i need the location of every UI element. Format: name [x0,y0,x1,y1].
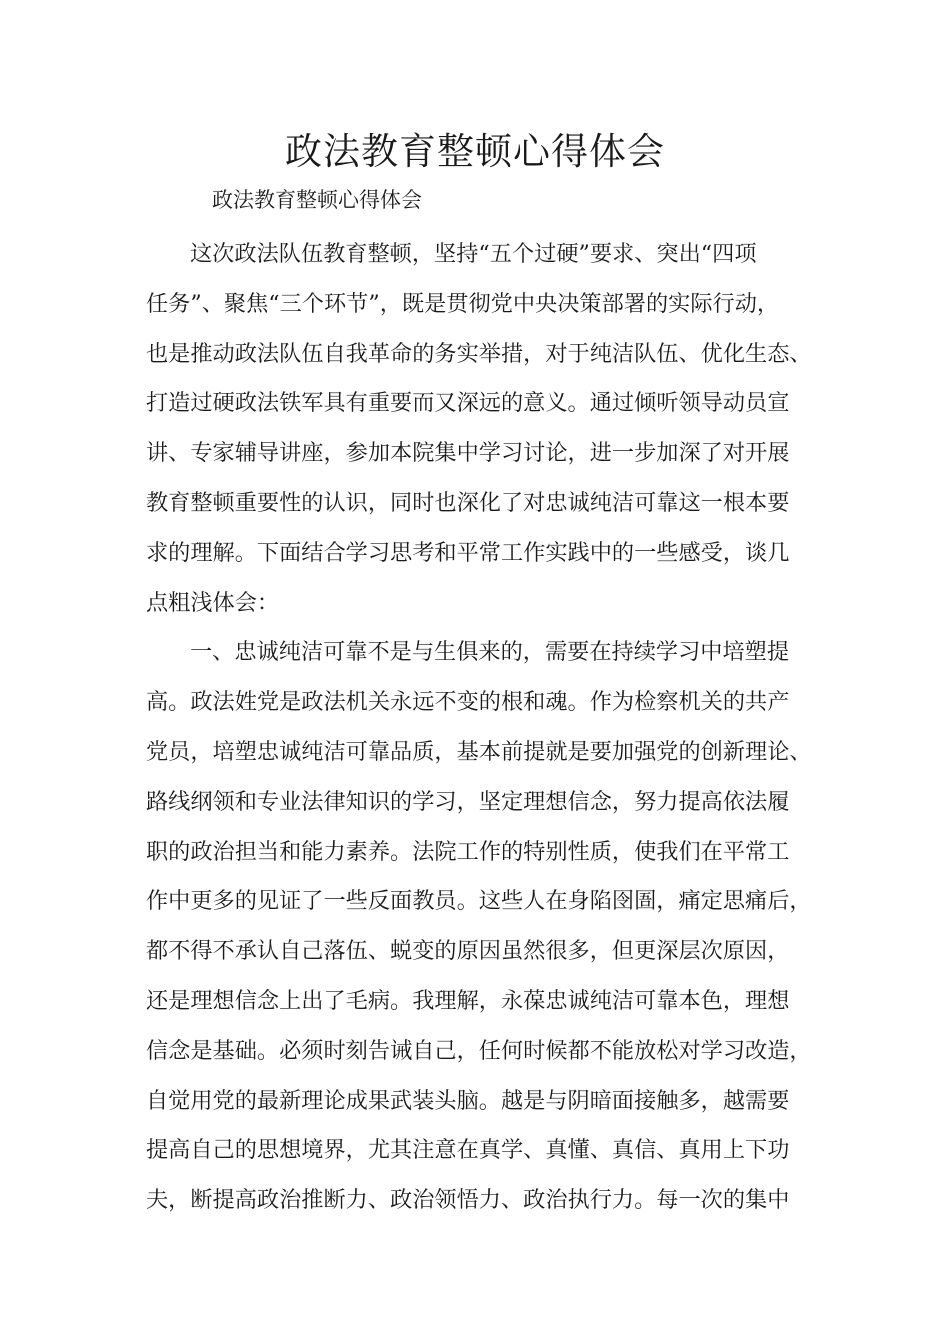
paragraph-2-line-8: 还是理想信念上出了毛病。我理解，永葆忠诚纯洁可靠本色，理想 [146,987,790,1014]
paragraph-1-line-5: 讲、专家辅导讲座，参加本院集中学习讨论，进一步加深了对开展 [146,440,790,467]
paragraph-1-line-4: 打造过硬政法铁军具有重要而又深远的意义。通过倾听领导动员宣 [146,390,790,417]
paragraph-2-line-4: 路线纲领和专业法律知识的学习，坚定理想信念，努力提高依法履 [146,788,790,815]
paragraph-1-line-2: 任务”、聚焦“三个环节”，既是贯彻党中央决策部署的实际行动， [146,290,780,317]
document-title: 政法教育整顿心得体会 [285,130,665,173]
document-subtitle: 政法教育整顿心得体会 [212,188,422,212]
paragraph-1-line-7: 求的理解。下面结合学习思考和平常工作实践中的一些感受，谈几 [146,539,790,566]
paragraph-2-line-2: 高。政法姓党是政法机关永远不变的根和魂。作为检察机关的共产 [146,689,790,716]
paragraph-2-line-1: 一、忠诚纯洁可靠不是与生俱来的，需要在持续学习中培塑提 [190,639,790,666]
paragraph-2-line-12: 夫，断提高政治推断力、政治领悟力、政治执行力。每一次的集中 [146,1187,790,1214]
paragraph-2-line-9: 信念是基础。必须时刻告诫自己，任何时候都不能放松对学习改造， [146,1037,812,1064]
paragraph-2-line-7: 都不得不承认自己落伍、蜕变的原因虽然很多，但更深层次原因， [146,938,790,965]
paragraph-2-line-11: 提高自己的思想境界，尤其注意在真学、真懂、真信、真用上下功 [146,1137,790,1164]
paragraph-2-line-5: 职的政治担当和能力素养。法院工作的特别性质，使我们在平常工 [146,838,790,865]
paragraph-2-line-6: 作中更多的见证了一些反面教员。这些人在身陷囹圄，痛定思痛后， [146,888,812,915]
paragraph-2-line-10: 自觉用党的最新理论成果武装头脑。越是与阴暗面接触多，越需要 [146,1087,790,1114]
paragraph-1-line-1: 这次政法队伍教育整顿，坚持“五个过硬”要求、突出“四项 [190,241,757,267]
paragraph-1-line-3: 也是推动政法队伍自我革命的务实举措，对于纯洁队伍、优化生态、 [146,340,812,367]
paragraph-2-line-3: 党员，培塑忠诚纯洁可靠品质，基本前提就是要加强党的创新理论、 [146,738,812,765]
document-body [146,230,826,1226]
paragraph-1-line-6: 教育整顿重要性的认识，同时也深化了对忠诚纯洁可靠这一根本要 [146,489,790,516]
paragraph-1-line-8: 点粗浅体会： [146,589,280,616]
